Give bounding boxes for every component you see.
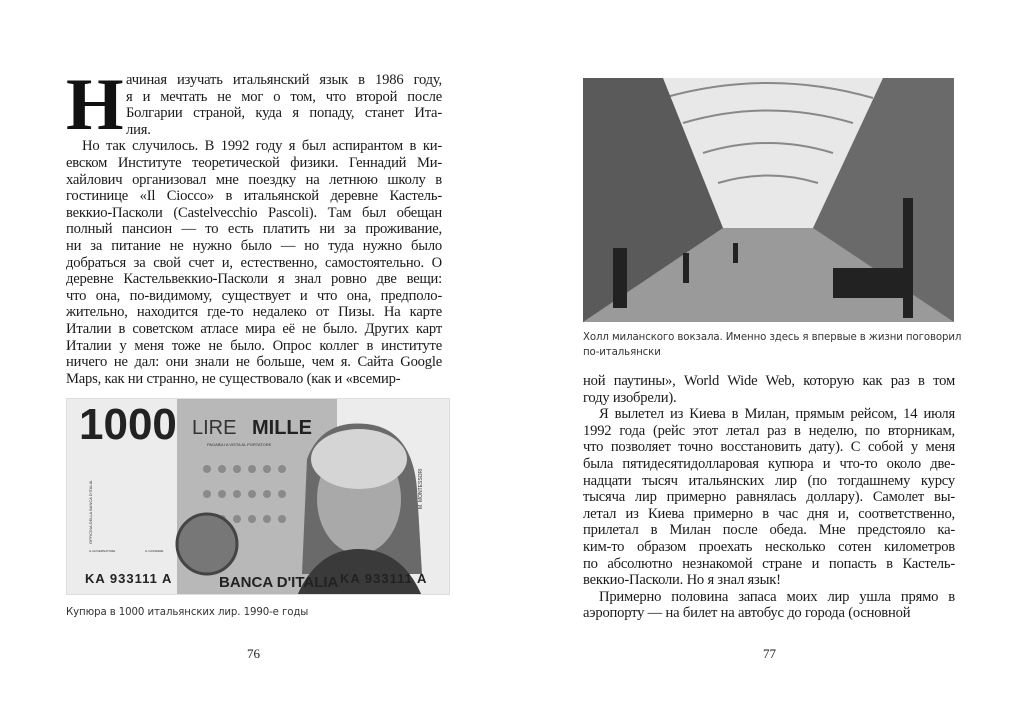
text-line: аэропорту — на билет на автобус до города (основной <box>583 605 911 622</box>
text-line: гостинице «Il Ciocco» в итальянской деревне Кастель- <box>66 188 442 205</box>
text-line: летал из Киева примерно в час дня и, соответственно, <box>583 505 955 522</box>
photo-caption-line: по-итальянски <box>583 347 661 358</box>
text-line: тысяча лир примерно равнялась доллару). Самолет вы- <box>583 489 955 506</box>
banknote-lire: LIRE <box>192 417 237 439</box>
banknote-value: 1000 <box>79 400 177 449</box>
photo-caption <box>583 330 961 360</box>
text-line: веккио-Пасколи. Но я знал язык! <box>583 572 781 589</box>
banknote-governatore: IL GOVERNATORE <box>89 549 116 553</box>
text-line: Но так случилось. В 1992 году я был аспирантом в ки- <box>82 138 442 155</box>
text-line: лия. <box>126 121 151 138</box>
text-line: что она, по-видимому, существует и что она, предполо- <box>66 287 442 304</box>
banknote-caption: Купюра в 1000 итальянских лир. 1990-е годы <box>66 607 309 618</box>
banknote-serial: KA 933111 A <box>340 571 428 586</box>
text-line: ничего не дал: они знали не больше, чем я. Сайта Google <box>66 354 442 371</box>
banknote-image <box>66 398 450 595</box>
banknote-mille: MILLE <box>252 417 312 439</box>
text-line: веккио-Пасколи (Castelvecchio Pascoli). Там был обещан <box>66 204 442 221</box>
banknote-portrait-name: M. MONTESSORI <box>418 468 424 509</box>
text-line: я и мечтать не мог о том, что второй после <box>126 88 442 105</box>
text-line: полный пансион — то есть платить ни за проживание, <box>66 221 442 238</box>
banknote-bank: BANCA D'ITALIA <box>219 574 339 591</box>
text-line: Болгарии страной, куда я попаду, станет Ита- <box>126 105 442 122</box>
text-line: Италии у меня тоже не было. Опрос коллег в институте <box>66 337 442 354</box>
text-line: Maps, как ни странно, не существовало (как и «всемир- <box>66 370 401 387</box>
text-line: жительно, находится где-то недалеко от Пизы. На карте <box>66 304 442 321</box>
banknote-serial: KA 933111 A <box>85 571 173 586</box>
left-body-text <box>66 64 442 387</box>
text-line: деревне Кастельвеккио-Пасколи я знал ровно две вещи: <box>66 271 442 288</box>
text-line: добраться за свой счет и, естественно, самостоятельно. О <box>66 254 442 271</box>
text-line: Примерно половина запаса моих лир ушла прямо в <box>599 588 955 605</box>
page-number-right: 77 <box>763 646 776 661</box>
text-line: Италии в советском атласе мира её не было. Других карт <box>66 320 442 337</box>
text-line: надцати тысяч итальянских лир (по тогдашнему курсу <box>583 472 955 489</box>
banknote-cassiere: IL CASSIERE <box>145 549 164 553</box>
text-line: евском Институте теоретической физики. Геннадий Ми- <box>66 154 442 171</box>
text-line: ачиная изучать итальянский язык в 1986 году, <box>126 72 442 88</box>
text-line: ной паутины», World Wide Web, которую как раз в том <box>583 373 955 389</box>
drop-cap: Н <box>66 64 124 146</box>
page-number-left: 76 <box>247 646 260 661</box>
text-line: хайлович организовал мне поездку на летнюю школу в <box>66 171 442 188</box>
text-line: по абсолютно незнакомой стране и попасть в Кастель- <box>583 555 955 572</box>
banknote-officina: OFFICINA DELLA BANCA D'ITALIA <box>88 480 93 544</box>
right-body-text <box>583 373 955 622</box>
text-line: что позволяет точно восстановить дату). С собой у меня <box>583 439 955 456</box>
milan-station-photo <box>583 78 954 322</box>
text-line: 1992 года (рейс этот летал раз в неделю, по вторникам, <box>583 422 955 439</box>
text-line: году изобрели). <box>583 389 677 406</box>
text-line: ни за питание не нужно было — но туда нужно было <box>66 237 442 254</box>
text-line: была пятидесятидолларовая купюра и что-то около две- <box>583 455 955 472</box>
text-line: Я вылетел из Киева в Милан, прямым рейсом, 14 июля <box>599 406 955 423</box>
text-line: прилетал в Милан после обеда. Мне предстояло ка- <box>583 522 955 539</box>
text-line: ким-то образом проехать несколько сотен километров <box>583 538 955 555</box>
banknote-payable: PAGABILI A VISTA AL PORTATORE <box>207 442 272 447</box>
photo-caption-line: Холл миланского вокзала. Именно здесь я впервые в жизни поговорил <box>583 332 962 343</box>
